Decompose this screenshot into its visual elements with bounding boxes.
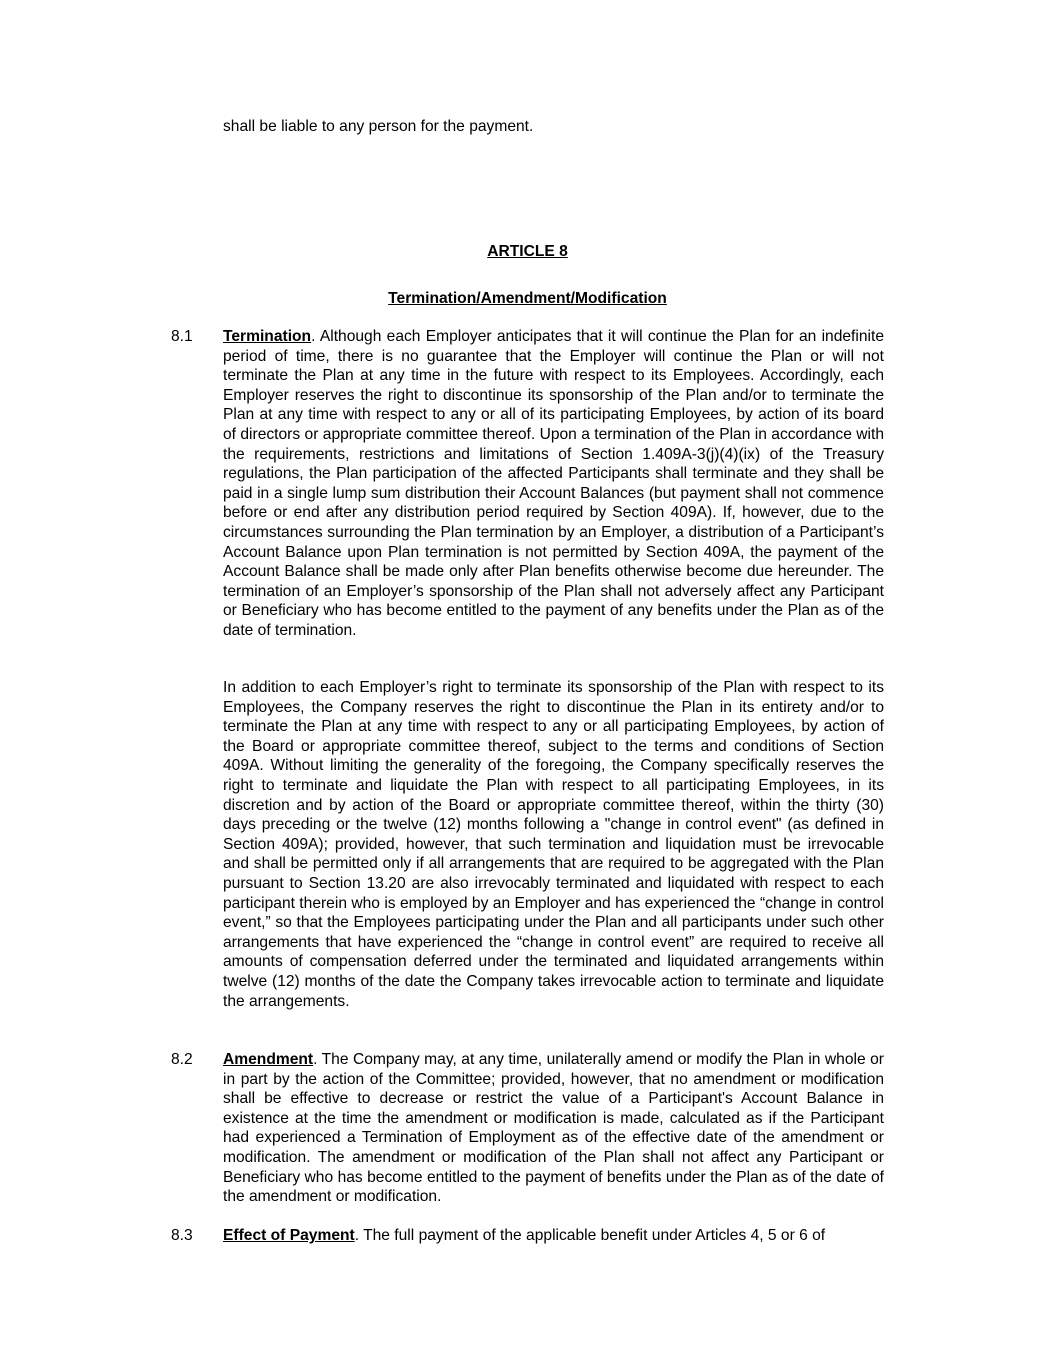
section-body	[223, 1050, 884, 1207]
section-body	[223, 1226, 884, 1246]
section-text: . The Company may, at any time, unilaterally amend or modify the Plan in whole or in part by the action of the Committee; provided, however, that no amendment or modification shall be effective to decrease or restrict the value of a Participant's Account Balance in existence at the time the amendment or modification is made, calculated as if the Participant had experienced a Termination of Employment as of the effective date of the amendment or modification. The amendment or modification of the Plan shall not affect any Participant or Beneficiary who has become entitled to the payment of benefits under the Plan as of the date of the amendment or modification.	[223, 1051, 884, 1206]
section-title: Termination	[223, 328, 312, 345]
section-title: Effect of Payment	[223, 1227, 355, 1244]
continuation-text: shall be liable to any person for the payment.	[223, 118, 534, 135]
article-title: Termination/Amendment/Modification	[388, 290, 667, 307]
section-number: 8.1	[171, 328, 193, 345]
section-number: 8.2	[171, 1051, 193, 1068]
section-number: 8.3	[171, 1227, 193, 1244]
article-number: ARTICLE 8	[487, 243, 568, 260]
section-8-1-paragraph-2: In addition to each Employer’s right to terminate its sponsorship of the Plan with respect to its Employees, the Company reserves the right to discontinue the Plan in its entirety and/or to terminate the Plan at any time with respect to any or all participating Employees, by action of the Board or appropriate committee thereof, subject to the terms and conditions of Section 409A. Without limiting the generality of the foregoing, the Company specifically reserves the right to terminate and liquidate the Plan with respect to all participating Employees, in its discretion and by action of the Board or appropriate committee thereof, within the thirty (30) days preceding or the twelve (12) months following a "change in control event" (as defined in Section 409A); provided, however, that such termination and liquidation must be irrevocable and shall be permitted only if all arrangements that are required to be aggregated with the Plan pursuant to Section 13.20 are also irrevocably terminated and liquidated with respect to each participant therein who is employed by an Employer and has experienced the “change in control event,” so that the Employees participating under the Plan and all participants under such other arrangements that have experienced the “change in control event” are required to receive all amounts of compensation deferred under the terminated and liquidated arrangements within twelve (12) months of the date the Company takes irrevocable action to terminate and liquidate the arrangements.	[223, 679, 884, 1010]
section-text: . Although each Employer anticipates that it will continue the Plan for an indefinite period of time, there is no guarantee that the Employer will continue the Plan or will not terminate the Plan at any time in the future with respect to its Employees. Accordingly, each Employer reserves the right to discontinue its sponsorship of the Plan and/or to terminate the Plan at any time with respect to any or all of its participating Employees, by action of its board of directors or appropriate committee thereof. Upon a termination of the Plan in accordance with the requirements, restrictions and limitations of Section 1.409A-3(j)(4)(ix) of the Treasury regulations, the Plan participation of the affected Participants shall terminate and they shall be paid in a single lump sum distribution their Account Balances (but payment shall not commence before or end after any distribution period required by Section 409A). If, however, due to the circumstances surrounding the Plan termination by an Employer, a distribution of a Participant’s Account Balance upon Plan termination is not permitted by Section 409A, the payment of the Account Balance shall be made only after Plan benefits otherwise become due hereunder. The termination of an Employer’s sponsorship of the Plan shall not adversely affect any Participant or Beneficiary who has become entitled to the payment of any benefits under the Plan as of the date of termination.	[223, 328, 884, 639]
section-title: Amendment	[223, 1051, 314, 1068]
section-text: . The full payment of the applicable benefit under Articles 4, 5 or 6 of	[354, 1227, 826, 1244]
section-body	[223, 327, 884, 641]
